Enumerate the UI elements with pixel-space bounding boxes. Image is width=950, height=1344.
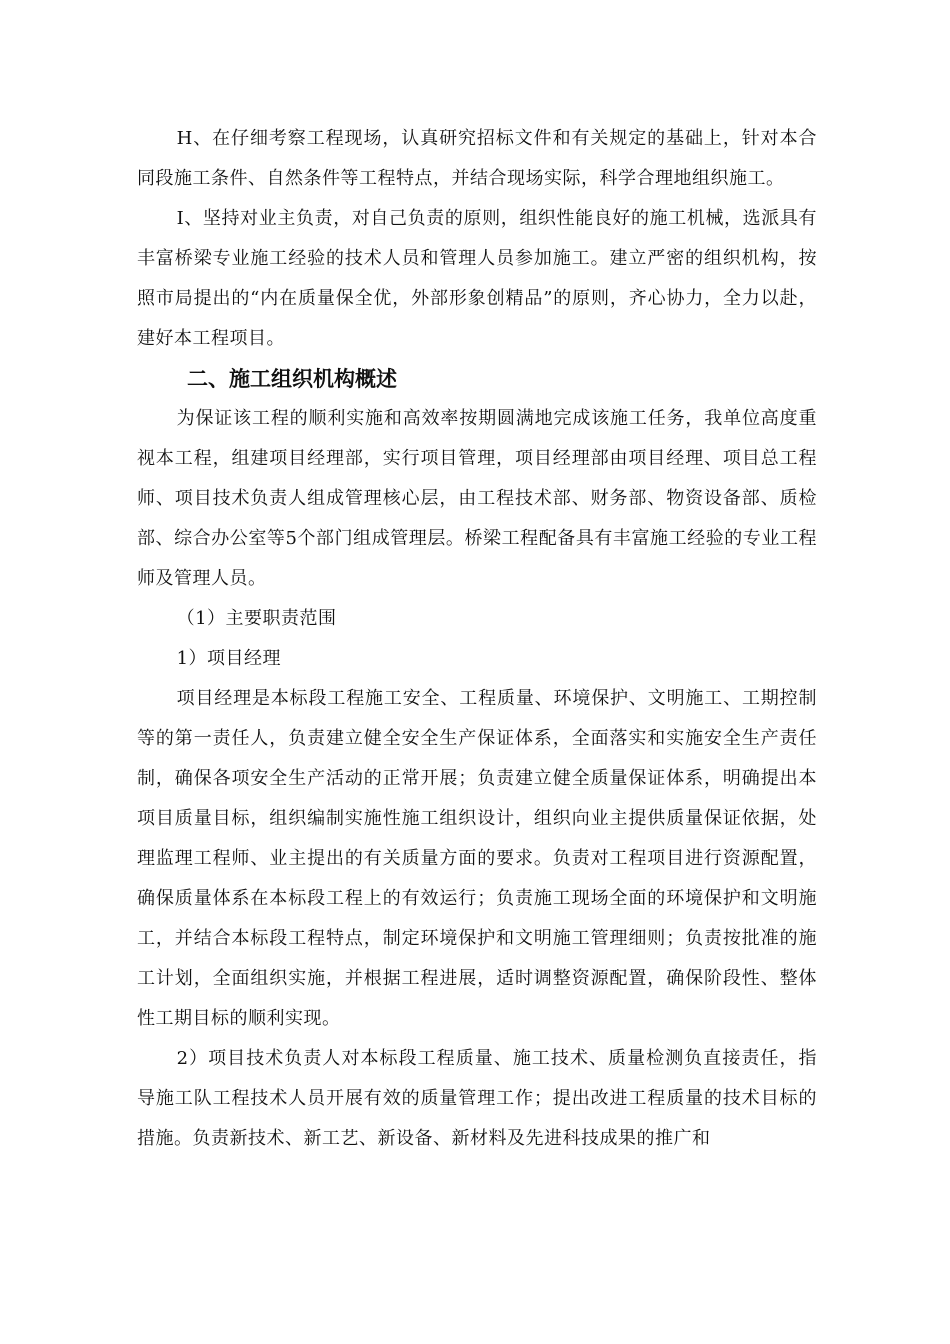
subheading-project-manager: 1）项目经理 — [176, 648, 282, 669]
paragraph-h: H、在仔细考察工程现场，认真研究招标文件和有关规定的基础上，针对本合同段施工条件、自然条件等工程特点，并结合现场实际，科学合理地组织施工。 — [137, 128, 817, 189]
paragraph-overview: 为保证该工程的顺利实施和高效率按期圆满地完成该施工任务，我单位高度重视本工程，组建项目经理部，实行项目管理，项目经理部由项目经理、项目总工程师、项目技术负责人组成管理核心层，由工程技术部、财务部、物资设备部、质检部、综合办公室等5个部门组成管理层。桥梁工程配备具有丰富施工经验的专业工程师及管理人员。 — [137, 408, 817, 589]
document-body — [137, 119, 817, 1159]
section-heading: 二、施工组织机构概述 — [187, 367, 397, 391]
paragraph-project-manager-duties: 项目经理是本标段工程施工安全、工程质量、环境保护、文明施工、工期控制等的第一责任人，负责建立健全安全生产保证体系，全面落实和实施安全生产责任制，确保各项安全生产活动的正常开展；负责建立健全质量保证体系，明确提出本项目质量目标，组织编制实施性施工组织设计，组织向业主提供质量保证依据，处理监理工程师、业主提出的有关质量方面的要求。负责对工程项目进行资源配置，确保质量体系在本标段工程上的有效运行；负责施工现场全面的环境保护和文明施工，并结合本标段工程特点，制定环境保护和文明施工管理细则；负责按批准的施工计划，全面组织实施，并根据工程进展，适时调整资源配置，确保阶段性、整体性工期目标的顺利实现。 — [137, 688, 817, 1029]
subheading-responsibilities: （1）主要职责范围 — [176, 608, 337, 629]
paragraph-technical-lead: 2）项目技术负责人对本标段工程质量、施工技术、质量检测负直接责任，指导施工队工程技术人员开展有效的质量管理工作；提出改进工程质量的技术目标的措施。负责新技术、新工艺、新设备、新材料及先进科技成果的推广和 — [137, 1048, 817, 1149]
paragraph-i: I、坚持对业主负责，对自己负责的原则，组织性能良好的施工机械，选派具有丰富桥梁专业施工经验的技术人员和管理人员参加施工。建立严密的组织机构，按照市局提出的“内在质量保全优，外部形象创精品”的原则，齐心协力，全力以赴，建好本工程项目。 — [137, 208, 817, 349]
